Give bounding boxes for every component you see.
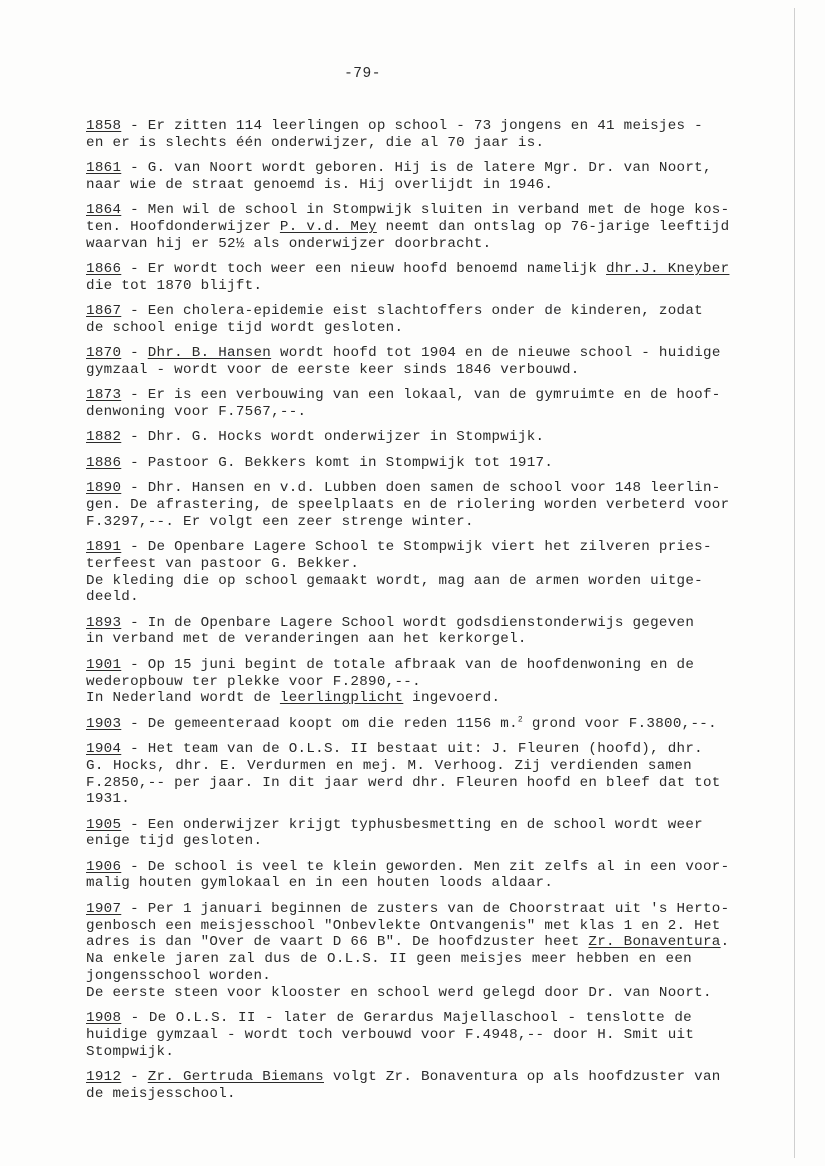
entry-line xyxy=(86,951,692,968)
entry-line xyxy=(86,816,703,834)
chronology-entry xyxy=(86,202,730,252)
entry-line xyxy=(86,496,730,514)
entry-line xyxy=(86,714,717,733)
entry-text: genbosch een meisjesschool "Onbevlekte Ontvangenis" met klas 1 en 2. Het xyxy=(86,917,721,934)
entry-text: die tot 1870 blijft. xyxy=(86,277,263,294)
entry-text: - Op 15 juni begint de totale afbraak van de hoofdenwoning en de xyxy=(121,656,695,673)
entry-line xyxy=(86,160,712,177)
entry-line xyxy=(86,1068,721,1086)
entry-line xyxy=(86,514,692,531)
underlined-text: Zr. Bonaventura xyxy=(588,934,721,951)
entry-text: - De gemeenteraad koopt om die reden 1156 m. xyxy=(121,715,518,732)
entry-text: In Nederland wordt de xyxy=(86,690,280,707)
entry-line xyxy=(86,345,721,362)
chronology-entry xyxy=(86,387,721,421)
entry-text: Stompwijk. xyxy=(86,1043,175,1060)
entry-year: 1882 xyxy=(86,429,122,446)
entry-line xyxy=(86,236,692,253)
entry-text: huidige gymzaal - wordt toch verbouwd voor F.4948,-- door H. Smit uit xyxy=(86,1026,695,1043)
entry-text: - Er wordt toch weer een nieuw hoofd benoemd namelijk xyxy=(121,261,607,278)
entry-line xyxy=(86,758,692,775)
entry-line xyxy=(86,900,730,918)
underlined-text: P. v.d. Mey xyxy=(279,218,377,235)
entry-line xyxy=(86,934,730,951)
entry-text: adres is dan "Over de vaart D 66 B". De hoofdzuster heet xyxy=(86,934,589,951)
entry-text: deeld. xyxy=(86,589,139,606)
entry-line xyxy=(86,480,721,497)
entry-line xyxy=(86,875,692,892)
chronology-entry xyxy=(86,480,730,530)
entry-line xyxy=(86,218,730,236)
entry-text: gen. De afrastering, de speelplaats en de riolering worden verbeterd voor xyxy=(86,496,730,513)
entry-line xyxy=(86,303,703,320)
entry-line xyxy=(86,656,695,674)
entry-line xyxy=(86,774,721,792)
entry-text: - Er zitten 114 leerlingen op school - 73 jongens en 41 meisjes - xyxy=(121,118,703,134)
entry-text: - Dhr. Hansen en v.d. Lubben doen samen de school voor 148 leerlin- xyxy=(121,480,721,497)
entry-text: ingevoerd. xyxy=(403,690,501,707)
entry-year: 1866 xyxy=(86,261,122,278)
entry-year: 1886 xyxy=(86,454,122,471)
entry-text: grond voor F.3800,--. xyxy=(523,715,717,732)
superscript: 2 xyxy=(517,714,523,724)
entry-text: terfeest van pastoor G. Bekker. xyxy=(86,555,360,572)
chronology-entry xyxy=(86,614,695,649)
chronology-entry xyxy=(86,345,721,379)
entry-text: - De school is veel te klein geworden. Men zit zelfs al in een voor- xyxy=(121,858,730,875)
entry-line xyxy=(86,1010,692,1027)
entry-line xyxy=(86,1044,692,1061)
entry-text: - xyxy=(121,1068,148,1085)
entry-year: 1870 xyxy=(86,345,122,362)
entry-text: in verband met de veranderingen aan het kerkorgel. xyxy=(86,631,527,648)
underlined-text: Zr. Gertruda Biemans xyxy=(147,1068,324,1085)
chronology-entry xyxy=(86,816,703,851)
entry-text: wordt hoofd tot 1904 en de nieuwe school - huidige xyxy=(271,345,721,362)
entry-line xyxy=(86,278,692,295)
entry-line xyxy=(86,118,703,135)
underlined-text: dhr.J. Kneyber xyxy=(606,261,730,278)
entry-line xyxy=(86,387,721,404)
entry-text: - Dhr. G. Hocks wordt onderwijzer in Stompwijk. xyxy=(121,429,545,446)
chronology-entry xyxy=(86,740,721,808)
entry-line xyxy=(86,135,692,152)
entry-line xyxy=(86,968,692,985)
entry-text: - Pastoor G. Bekkers komt in Stompwijk tot 1917. xyxy=(121,454,554,471)
underlined-text: leerlingplicht xyxy=(279,690,404,707)
entry-line xyxy=(86,740,703,758)
entry-year: 1901 xyxy=(86,656,122,673)
entry-line xyxy=(86,631,692,648)
underlined-text: Dhr. B. Hansen xyxy=(147,345,272,362)
entry-text: gymzaal - wordt voor de eerste keer sinds 1846 verbouwd. xyxy=(86,362,580,379)
entry-text: 1931. xyxy=(86,791,131,808)
entry-year: 1907 xyxy=(86,900,122,917)
entry-line xyxy=(86,791,692,808)
entry-year: 1890 xyxy=(86,480,122,497)
chronology-entry xyxy=(86,429,692,446)
entry-line xyxy=(86,614,695,632)
entry-text: De kleding die op school gemaakt wordt, mag aan de armen worden uitge- xyxy=(86,572,703,589)
entry-text: de school enige tijd wordt gesloten. xyxy=(86,319,404,336)
entry-line xyxy=(86,261,730,278)
entry-line xyxy=(86,1026,695,1044)
entry-text: - Men wil de school in Stompwijk sluiten in verband met de hoge kos- xyxy=(121,202,730,219)
entry-line xyxy=(86,858,730,876)
chronology-entry xyxy=(86,858,730,893)
entry-text: F.3297,--. Er volgt een zeer strenge winter. xyxy=(86,513,474,530)
entry-year: 1905 xyxy=(86,816,122,833)
entry-text: - G. van Noort wordt geboren. Hij is de latere Mgr. Dr. van Noort, xyxy=(121,160,712,177)
entry-text: ten. Hoofdonderwijzer xyxy=(86,218,280,235)
entry-text: - De Openbare Lagere School te Stompwijk viert het zilveren pries- xyxy=(121,538,712,555)
entry-line xyxy=(86,538,712,556)
chronology-entry xyxy=(86,303,703,337)
entry-line xyxy=(86,917,721,935)
entry-text: - xyxy=(121,345,148,362)
entry-text: Na enkele jaren zal dus de O.L.S. II geen meisjes meer hebben en een xyxy=(86,951,692,968)
entry-line xyxy=(86,572,703,590)
chronology-entry xyxy=(86,538,712,606)
entry-text: - Een cholera-epidemie eist slachtoffers onder de kinderen, zodat xyxy=(121,303,703,320)
entry-line xyxy=(86,1086,692,1103)
entry-line xyxy=(86,455,692,472)
entry-year: 1891 xyxy=(86,538,122,555)
page-edge xyxy=(794,8,795,1158)
chronology-entry xyxy=(86,900,730,1002)
chronology-entry xyxy=(86,656,695,707)
entry-year: 1858 xyxy=(86,118,122,134)
chronology-entry xyxy=(86,455,692,472)
entry-year: 1861 xyxy=(86,160,122,177)
chronology-entry xyxy=(86,160,712,194)
entry-year: 1873 xyxy=(86,387,122,404)
entry-text: en er is slechts één onderwijzer, die al 70 jaar is. xyxy=(86,134,545,151)
entry-text: wederopbouw ter plekke voor F.2890,--. xyxy=(86,673,421,690)
entry-text: enige tijd gesloten. xyxy=(86,833,263,850)
entry-line xyxy=(86,833,692,850)
entry-text: F.2850,-- per jaar. In dit jaar werd dhr. Fleuren hoofd en bleef dat tot xyxy=(86,774,721,791)
entry-line xyxy=(86,674,692,691)
entry-year: 1912 xyxy=(86,1068,122,1085)
entry-line xyxy=(86,202,730,219)
entry-text: - In de Openbare Lagere School wordt godsdienstonderwijs gegeven xyxy=(121,614,695,631)
entry-text: De eerste steen voor klooster en school werd gelegd door Dr. van Noort. xyxy=(86,984,712,1001)
entry-year: 1867 xyxy=(86,303,122,320)
entry-line xyxy=(86,589,692,606)
entry-text: - Het team van de O.L.S. II bestaat uit: J. Fleuren (hoofd), dhr. xyxy=(121,740,703,757)
entry-text: - De O.L.S. II - later de Gerardus Majellaschool - tenslotte de xyxy=(121,1010,692,1027)
entry-line xyxy=(86,404,692,421)
entry-line xyxy=(86,320,692,337)
entry-line xyxy=(86,429,692,446)
chronology-entry xyxy=(86,1010,695,1060)
entry-text: jongensschool worden. xyxy=(86,967,272,984)
entry-line xyxy=(86,177,692,194)
entry-text: - Per 1 januari beginnen de zusters van de Choorstraat uit 's Herto- xyxy=(121,900,730,917)
entry-year: 1906 xyxy=(86,858,122,875)
entry-text: malig houten gymlokaal en in een houten loods aldaar. xyxy=(86,875,554,892)
entry-year: 1908 xyxy=(86,1010,122,1027)
entry-text: - Er is een verbouwing van een lokaal, van de gymruimte en de hoof- xyxy=(121,387,721,404)
entry-year: 1903 xyxy=(86,715,122,732)
entry-line xyxy=(86,690,692,707)
entry-text: waarvan hij er 52½ als onderwijzer doorbracht. xyxy=(86,235,492,252)
entry-text: naar wie de straat genoemd is. Hij overlijdt in 1946. xyxy=(86,176,554,193)
chronology-entry xyxy=(86,118,703,152)
chronology-list xyxy=(86,118,730,1111)
chronology-entry xyxy=(86,714,717,733)
entry-text: - Een onderwijzer krijgt typhusbesmetting en de school wordt weer xyxy=(121,816,703,833)
entry-text: . xyxy=(720,934,730,951)
entry-year: 1904 xyxy=(86,740,122,757)
entry-year: 1893 xyxy=(86,614,122,631)
page-number: -79- xyxy=(344,66,381,82)
entry-text: denwoning voor F.7567,--. xyxy=(86,404,307,421)
entry-text: de meisjesschool. xyxy=(86,1085,236,1102)
entry-text: G. Hocks, dhr. E. Verdurmen en mej. M. Verhoog. Zij verdienden samen xyxy=(86,757,692,774)
entry-line xyxy=(86,984,712,1002)
chronology-entry xyxy=(86,1068,721,1103)
entry-year: 1864 xyxy=(86,202,122,219)
chronology-entry xyxy=(86,261,730,295)
entry-text: neemt dan ontslag op 76-jarige leeftijd xyxy=(376,218,730,235)
entry-line xyxy=(86,556,692,573)
entry-line xyxy=(86,362,692,379)
entry-text: volgt Zr. Bonaventura op als hoofdzuster van xyxy=(324,1068,721,1085)
